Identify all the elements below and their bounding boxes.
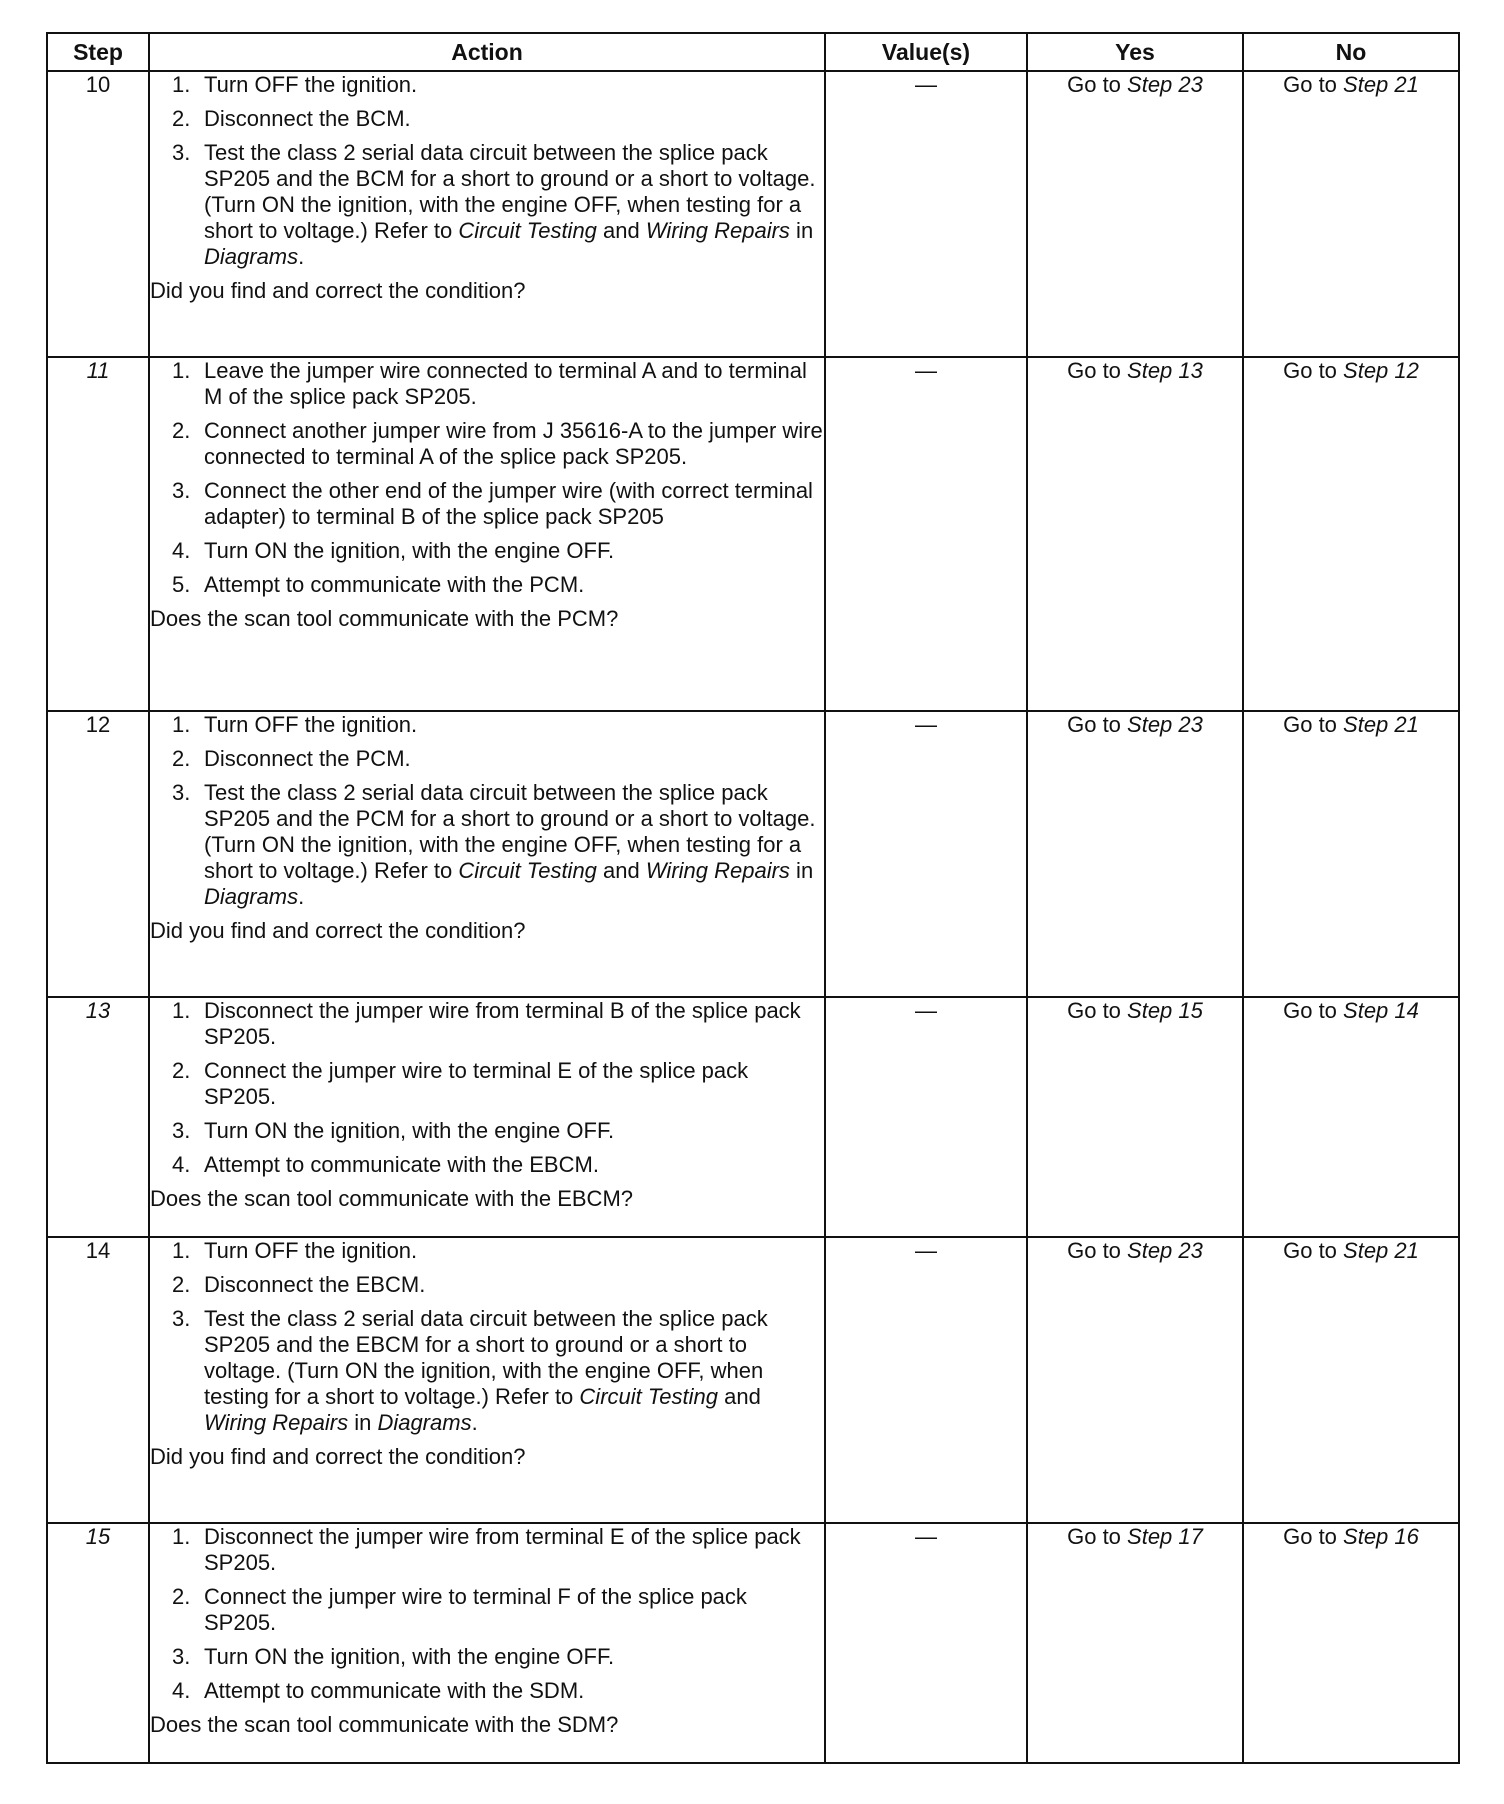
header-values: Value(s): [825, 33, 1027, 71]
value-cell: —: [825, 1237, 1027, 1523]
list-item: 3. Turn ON the ignition, with the engine OFF.: [172, 1118, 615, 1143]
step-number: 10: [47, 71, 149, 357]
list-item: 4. Turn ON the ignition, with the engine OFF.: [172, 538, 615, 563]
yes-cell[interactable]: Go to Step 17: [1027, 1523, 1243, 1763]
list-item: 1. Disconnect the jumper wire from terminal E of the splice pack SP205.: [172, 1524, 801, 1575]
list-item: 1. Turn OFF the ignition.: [172, 712, 418, 737]
no-step-link[interactable]: Step 16: [1343, 1524, 1419, 1549]
list-item: 4. Attempt to communicate with the EBCM.: [172, 1152, 599, 1177]
no-cell[interactable]: Go to Step 21: [1243, 71, 1459, 357]
step-number: 14: [47, 1237, 149, 1523]
yes-step-link[interactable]: Step 23: [1127, 1238, 1203, 1263]
list-item: 1. Turn OFF the ignition.: [172, 72, 418, 97]
action-cell: [149, 1237, 825, 1523]
no-step-link[interactable]: Step 21: [1343, 72, 1419, 97]
yes-cell[interactable]: Go to Step 13: [1027, 357, 1243, 711]
action-cell: [149, 1523, 825, 1763]
table-row: [47, 997, 1459, 1237]
step-number: 15: [47, 1523, 149, 1763]
reference-link[interactable]: Diagrams: [204, 244, 299, 269]
yes-cell[interactable]: Go to Step 15: [1027, 997, 1243, 1237]
header-step: Step: [47, 33, 149, 71]
table-row: [47, 711, 1459, 997]
list-item: 2. Connect the jumper wire to terminal E of the splice pack SP205.: [172, 1058, 749, 1109]
list-item: 2. Disconnect the PCM.: [172, 746, 411, 771]
reference-link[interactable]: Circuit Testing: [579, 1384, 718, 1409]
value-cell: —: [825, 71, 1027, 357]
reference-link[interactable]: Circuit Testing: [458, 858, 597, 883]
action-cell: [149, 711, 825, 997]
reference-link[interactable]: Diagrams: [204, 884, 299, 909]
list-item: 3. Turn ON the ignition, with the engine OFF.: [172, 1644, 615, 1669]
no-cell[interactable]: Go to Step 21: [1243, 711, 1459, 997]
question: Did you find and correct the condition?: [150, 918, 526, 943]
question: Does the scan tool communicate with the SDM?: [150, 1712, 619, 1737]
list-item: 5. Attempt to communicate with the PCM.: [172, 572, 585, 597]
action-cell: [149, 357, 825, 711]
yes-cell[interactable]: Go to Step 23: [1027, 71, 1243, 357]
reference-link[interactable]: Wiring Repairs: [645, 218, 790, 243]
value-cell: —: [825, 997, 1027, 1237]
list-item: 3. Test the class 2 serial data circuit between the splice pack SP205 and the BCM for a short to ground or a short to voltage. (Turn ON the ignition, with the engine OFF, when testing for a short to voltage.) Refer to Circuit Testing and Wiring Repairs in Diagrams.: [172, 140, 816, 269]
list-item: 2. Disconnect the EBCM.: [172, 1272, 426, 1297]
list-item: 2. Connect the jumper wire to terminal F of the splice pack SP205.: [172, 1584, 747, 1635]
reference-link[interactable]: Circuit Testing: [458, 218, 597, 243]
diagnostic-table: [46, 32, 1460, 1764]
action-cell: [149, 71, 825, 357]
value-cell: —: [825, 357, 1027, 711]
list-item: 4. Attempt to communicate with the SDM.: [172, 1678, 585, 1703]
header-row: [47, 33, 1459, 71]
table-row: [47, 1523, 1459, 1763]
step-number: 11: [47, 357, 149, 711]
table-row: [47, 1237, 1459, 1523]
no-cell[interactable]: Go to Step 16: [1243, 1523, 1459, 1763]
no-cell[interactable]: Go to Step 21: [1243, 1237, 1459, 1523]
table-row: [47, 71, 1459, 357]
value-cell: —: [825, 711, 1027, 997]
no-cell[interactable]: Go to Step 12: [1243, 357, 1459, 711]
yes-step-link[interactable]: Step 13: [1127, 358, 1203, 383]
reference-link[interactable]: Diagrams: [377, 1410, 472, 1435]
action-cell: [149, 997, 825, 1237]
header-action: Action: [149, 33, 825, 71]
yes-step-link[interactable]: Step 15: [1127, 998, 1203, 1023]
list-item: 3. Test the class 2 serial data circuit between the splice pack SP205 and the PCM for a short to ground or a short to voltage. (Turn ON the ignition, with the engine OFF, when testing for a short to voltage.) Refer to Circuit Testing and Wiring Repairs in Diagrams.: [172, 780, 816, 909]
step-number: 13: [47, 997, 149, 1237]
yes-cell[interactable]: Go to Step 23: [1027, 711, 1243, 997]
table-row: [47, 357, 1459, 711]
no-step-link[interactable]: Step 14: [1343, 998, 1419, 1023]
reference-link[interactable]: Wiring Repairs: [645, 858, 790, 883]
question: Does the scan tool communicate with the EBCM?: [150, 1186, 634, 1211]
no-cell[interactable]: Go to Step 14: [1243, 997, 1459, 1237]
question: Did you find and correct the condition?: [150, 1444, 526, 1469]
list-item: 3. Test the class 2 serial data circuit between the splice pack SP205 and the EBCM for a short to ground or a short to voltage. (Turn ON the ignition, with the engine OFF, when testing for a short to voltage.) Refer to Circuit Testing and Wiring Repairs in Diagrams.: [172, 1306, 768, 1435]
list-item: 1. Leave the jumper wire connected to terminal A and to terminal M of the splice pack SP205.: [172, 358, 807, 409]
step-number: 12: [47, 711, 149, 997]
no-step-link[interactable]: Step 21: [1343, 1238, 1419, 1263]
reference-link[interactable]: Wiring Repairs: [204, 1410, 349, 1435]
question: Does the scan tool communicate with the PCM?: [150, 606, 619, 631]
list-item: 1. Disconnect the jumper wire from terminal B of the splice pack SP205.: [172, 998, 801, 1049]
list-item: 2. Disconnect the BCM.: [172, 106, 411, 131]
yes-cell[interactable]: Go to Step 23: [1027, 1237, 1243, 1523]
list-item: 2. Connect another jumper wire from J 35616-A to the jumper wire connected to terminal A of the splice pack SP205.: [172, 418, 823, 469]
header-no: No: [1243, 33, 1459, 71]
header-yes: Yes: [1027, 33, 1243, 71]
list-item: 1. Turn OFF the ignition.: [172, 1238, 418, 1263]
yes-step-link[interactable]: Step 23: [1127, 72, 1203, 97]
question: Did you find and correct the condition?: [150, 278, 526, 303]
yes-step-link[interactable]: Step 23: [1127, 712, 1203, 737]
value-cell: —: [825, 1523, 1027, 1763]
list-item: 3. Connect the other end of the jumper wire (with correct terminal adapter) to terminal B of the splice pack SP205: [172, 478, 813, 529]
yes-step-link[interactable]: Step 17: [1127, 1524, 1203, 1549]
no-step-link[interactable]: Step 12: [1343, 358, 1419, 383]
no-step-link[interactable]: Step 21: [1343, 712, 1419, 737]
